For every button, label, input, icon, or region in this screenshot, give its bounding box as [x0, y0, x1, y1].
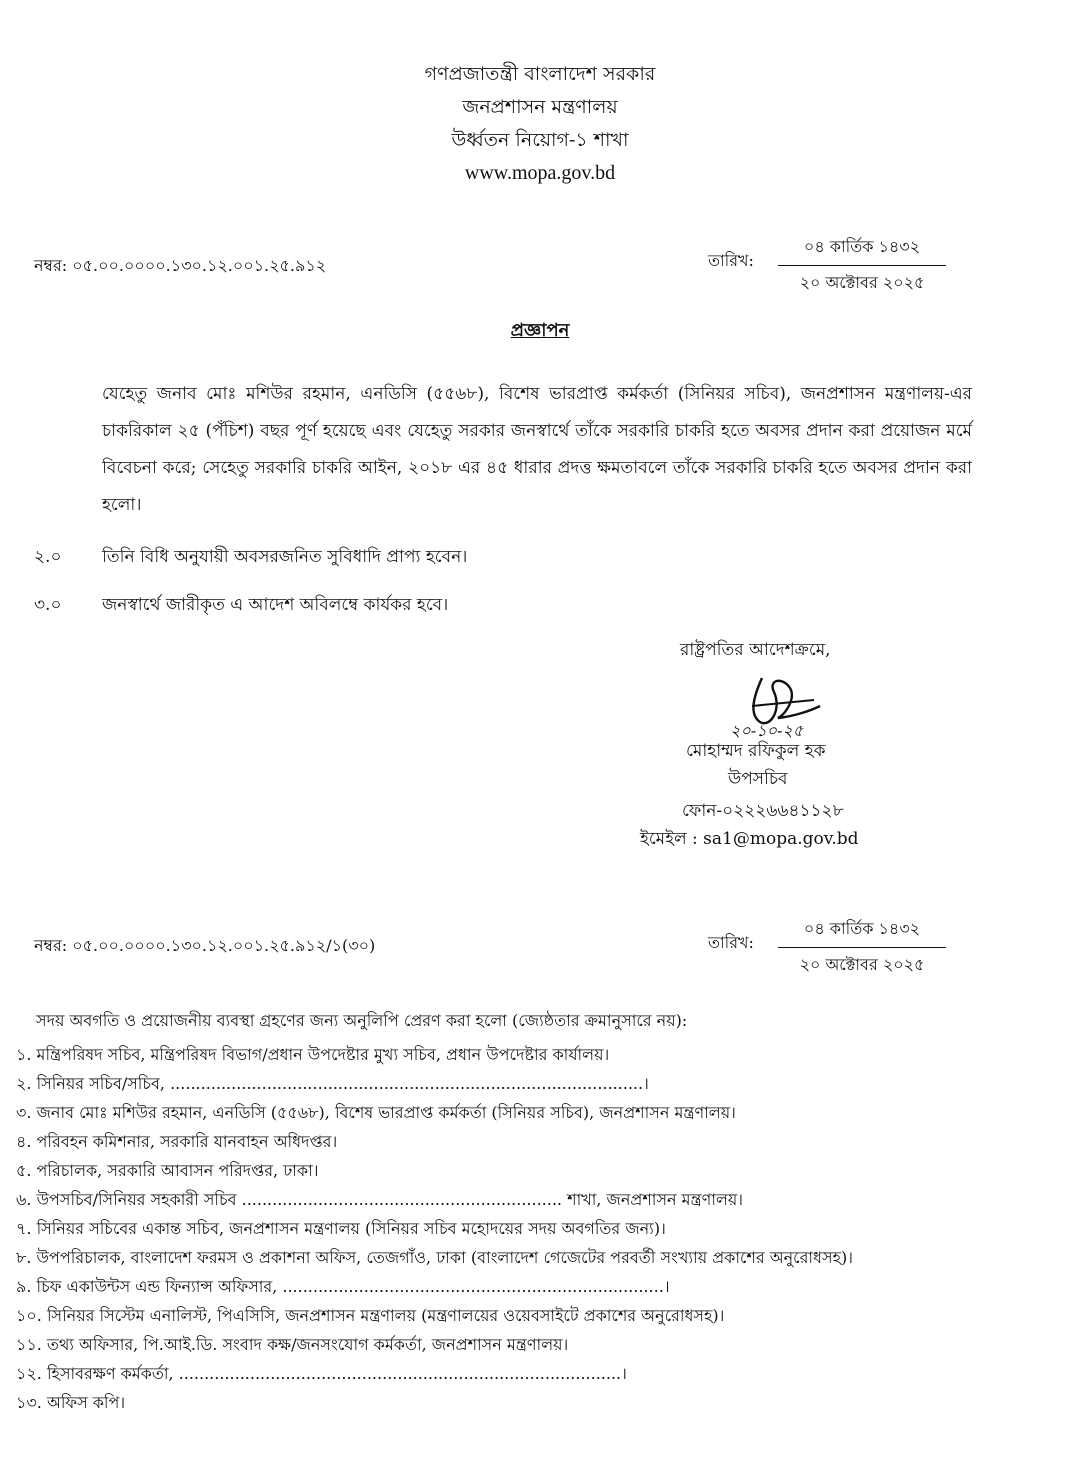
- list-item: ১১. তথ্য অফিসার, পি.আই.ডি. সংবাদ কক্ষ/জনসংযোগ কর্মকর্তা, জনপ্রশাসন মন্ত্রণালয়।: [16, 1335, 569, 1354]
- list-item: ৫. পরিচালক, সরকারি আবাসন পরিদপ্তর, ঢাকা।: [16, 1161, 319, 1180]
- memo-number-copy: নম্বর: ০৫.০০.০০০০.১৩০.১২.০০১.২৫.৯১২/১(৩০): [34, 936, 376, 955]
- date-label: তারিখ:: [708, 251, 754, 270]
- signatory-name: মোহাম্মদ রফিকুল হক: [686, 741, 826, 761]
- list-item: ৪. পরিবহন কমিশনার, সরকারি যানবাহন অধিদপ্তর।: [16, 1132, 338, 1151]
- list-item: ২. সিনিয়র সচিব/সচিব, .............................................................................................।: [16, 1074, 649, 1093]
- document-title: [0, 316, 1080, 347]
- copy-distribution-list: [16, 1040, 1016, 1417]
- clause-number: ২.০: [34, 547, 62, 567]
- section-name: উর্ধ্বতন নিয়োগ-১ শাখা: [451, 129, 629, 151]
- date-label: তারিখ:: [708, 933, 754, 952]
- date-bangla-calendar: ০৪ কার্তিক ১৪৩২: [778, 916, 946, 948]
- handwritten-signature: [722, 670, 872, 740]
- date-gregorian: ২০ অক্টোবর ২০২৫: [799, 955, 925, 974]
- list-item: ৮. উপপরিচালক, বাংলাদেশ ফরমস ও প্রকাশনা অফিস, তেজগাঁও, ঢাকা (বাংলাদেশ গেজেটের পরবর্তী সংখ্যায় প্রকাশের অনুরোধসহ)।: [16, 1248, 853, 1267]
- date-gregorian: ২০ অক্টোবর ২০২৫: [799, 273, 925, 292]
- list-item: ৭. সিনিয়র সচিবের একান্ত সচিব, জনপ্রশাসন মন্ত্রণালয় (সিনিয়র সচিব মহোদয়ের সদয় অবগতির জন্য)।: [16, 1219, 666, 1238]
- list-item: ১০. সিনিয়র সিস্টেম এনালিস্ট, পিএসিসি, জনপ্রশাসন মন্ত্রণালয় (মন্ত্রণালয়ের ওয়েবসাইটে প্রকাশের অনুরোধসহ)।: [16, 1306, 725, 1325]
- list-item: ৬. উপসচিব/সিনিয়র সহকারী সচিব ............................................................... শাখা, জনপ্রশাসন মন্ত্রণালয়।: [16, 1190, 744, 1209]
- list-item: ৯. চিফ একাউন্টস এন্ড ফিন্যান্স অফিসার, ...........................................................................।: [16, 1277, 670, 1296]
- copy-distribution-intro: সদয় অবগতি ও প্রয়োজনীয় ব্যবস্থা গ্রহণের জন্য অনুলিপি প্রেরণ করা হলো (জ্যেষ্ঠতার ক্রমানুসারে নয়):: [36, 1011, 688, 1030]
- website-url: www.mopa.gov.bd: [464, 162, 616, 184]
- document-title-text: প্রজ্ঞাপন: [510, 320, 570, 341]
- signatory-email: ইমেইল : sa1@mopa.gov.bd: [640, 829, 859, 849]
- list-item: ১৩. অফিস কপি।: [16, 1393, 126, 1412]
- signature-date: ২০-১০-২৫: [730, 721, 804, 740]
- clause-text: জনস্বার্থে জারীকৃত এ আদেশ অবিলম্বে কার্যকর হবে।: [102, 595, 449, 615]
- main-paragraph: যেহেতু জনাব মোঃ মশিউর রহমান, এনডিসি (৫৫৬৮), বিশেষ ভারপ্রাপ্ত কর্মকর্তা (সিনিয়র সচিব), জনপ্রশাসন মন্ত্রণালয়-এর চাকরিকাল ২৫ (পঁচিশ) বছর পূর্ণ হয়েছে এবং যেহেতু সরকার জনস্বার্থে তাঁকে সরকারি চাকরি হতে অবসর প্রদান করা প্রয়োজন মর্মে বিবেচনা করে; সেহেতু সরকারি চাকরি আইন, ২০১৮ এর ৪৫ ধারার প্রদত্ত ক্ষমতাবলে তাঁকে সরকারি চাকরি হতে অবসর প্রদান করা হলো।: [102, 384, 972, 515]
- signature-stroke: [752, 700, 814, 706]
- signatory-phone: ফোন-০২২২৬৬৪১১২৮: [682, 801, 844, 821]
- clause-number: ৩.০: [34, 595, 62, 615]
- letterhead: [0, 58, 1080, 190]
- list-item: ৩. জনাব মোঃ মশিউর রহমান, এনডিসি (৫৫৬৮), বিশেষ ভারপ্রাপ্ত কর্মকর্তা (সিনিয়র সচিব), জনপ্রশাসন মন্ত্রণালয়।: [16, 1103, 736, 1122]
- list-item: ১. মন্ত্রিপরিষদ সচিব, মন্ত্রিপরিষদ বিভাগ/প্রধান উপদেষ্টার মুখ্য সচিব, প্রধান উপদেষ্টার কার্যালয়।: [16, 1045, 610, 1064]
- memo-number: নম্বর: ০৫.০০.০০০০.১৩০.১২.০০১.২৫.৯১২: [34, 256, 327, 275]
- clause-text: তিনি বিধি অনুযায়ী অবসরজনিত সুবিধাদি প্রাপ্য হবেন।: [102, 547, 468, 567]
- government-name: গণপ্রজাতন্ত্রী বাংলাদেশ সরকার: [424, 63, 656, 85]
- order-line: রাষ্ট্রপতির আদেশক্রমে,: [680, 640, 831, 660]
- signatory-designation: উপসচিব: [728, 769, 788, 789]
- list-item: ১২. হিসাবরক্ষণ কর্মকর্তা, .......................................................................................।: [16, 1364, 627, 1383]
- date-values: [778, 916, 946, 979]
- date-bangla-calendar: ০৪ কার্তিক ১৪৩২: [778, 234, 946, 266]
- ministry-name: জনপ্রশাসন মন্ত্রণালয়: [462, 96, 618, 118]
- date-values: [778, 234, 946, 297]
